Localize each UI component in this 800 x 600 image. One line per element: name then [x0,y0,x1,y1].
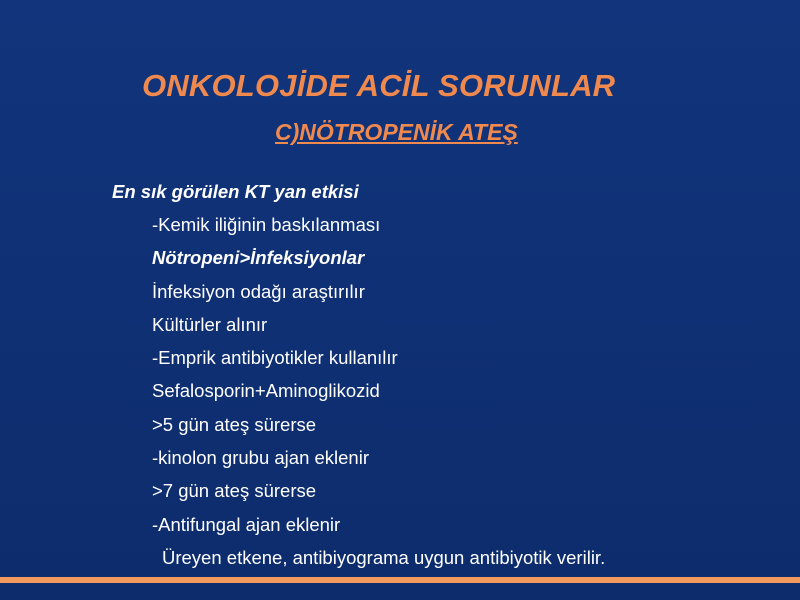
bullet-line: -Emprik antibiyotikler kullanılır [152,347,398,369]
bullet-line: >5 gün ateş sürerse [152,413,317,435]
bullet-line: Kültürler alınır [152,313,268,335]
bullet-line: -Kemik iliğinin baskılanması [152,214,381,235]
bullet-line: İnfeksiyon odağı araştırılır [152,280,365,302]
bullet-line: Sefalosporin+Aminoglikozid [152,380,380,402]
bullet-line: Üreyen etkene, antibiyograma uygun antibiyotik verilir. [162,546,606,568]
slide-content [112,180,782,579]
slide-title: ONKOLOJİDE ACİL SORUNLAR [142,68,616,103]
slide-subtitle: C)NÖTROPENİK ATEŞ [275,119,518,145]
bullet-line: >7 gün ateş sürerse [152,480,317,502]
bullet-line: Nötropeni>İnfeksiyonlar [152,247,365,269]
bullet-line: -kinolon grubu ajan eklenir [152,447,369,469]
bottom-accent-bar [0,577,800,583]
lead-text: En sık görülen KT yan etkisi [112,181,359,202]
bullet-line: -Antifungal ajan eklenir [152,513,341,535]
